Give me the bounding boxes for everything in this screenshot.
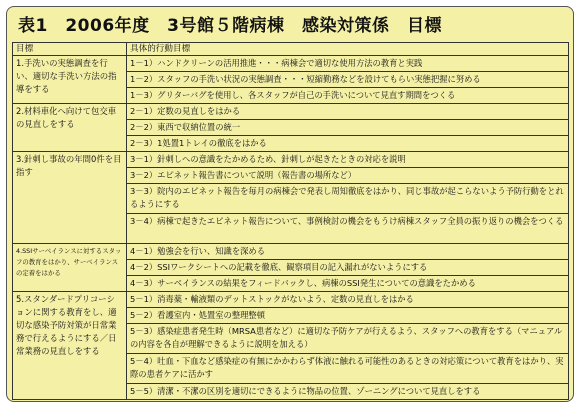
header-row (13, 43, 569, 56)
table-row (13, 292, 569, 308)
goal-cell-4: 4.SSIサーベイランスに対するスタッフの教育をはかり、サーベイランスの定着をはかる (13, 244, 127, 292)
action-cell: 4－1）勉強会を行い、知識を深める (127, 244, 569, 260)
document-title: 表1 2006年度 3号館５階病棟 感染対策係 目標 (18, 16, 442, 36)
goals-table (12, 42, 569, 400)
action-cell: 3－2）エピネット報告書について説明（報告書の場所など） (127, 168, 569, 184)
action-cell: 3－3）院内のエピネット報告を毎月の病棟会で発表し周知徹底をはかり、同じ事故が起こらないよう予防行動をとれるようにする (127, 184, 569, 214)
action-cell: 1－1）ハンドクリーンの活用推進・・・病棟会で適切な使用方法の教育と実践 (127, 56, 569, 72)
table-row (13, 104, 569, 120)
action-cell: 5－4）吐血・下血など感染症の有無にかかわらず体液に触れる可能性のあるときの対応策について教育をはかり、実際の患者ケアに活かす (127, 354, 569, 384)
action-cell: 5－2）看護室内・処置室の整理整頓 (127, 308, 569, 324)
header-actions: 具体的行動目標 (127, 43, 569, 56)
action-cell: 3－1）針刺しへの意識をたかめるため、針刺しが起きたときの対応を説明 (127, 152, 569, 168)
action-cell: 5－5）清潔・不潔の区別を適切にできるように物品の位置、ゾーニングについて見直しをする (127, 384, 569, 400)
action-cell: 5－1）消毒薬・輸液類のデットストックがないよう、定数の見直しをはかる (127, 292, 569, 308)
action-cell: 2－3）1処置1トレイの徹底をはかる (127, 136, 569, 152)
action-cell: 3－4）病棟で起きたエピネット報告について、事例検討の機会をもうけ病棟スタッフ全員の振り返りの機会をつくる (127, 214, 569, 244)
action-cell: 4－2）SSIワークシートへの記載を徹底、観察項目の記入漏れがないようにする (127, 260, 569, 276)
table-row (13, 56, 569, 72)
action-cell: 4－3）サーベイランスの結果をフィードバックし、病棟のSSI発生についての意識をたかめる (127, 276, 569, 292)
table-row (13, 244, 569, 260)
header-goal: 目標 (13, 43, 127, 56)
action-cell: 5－3）感染症患者発生時（MRSA患者など）に適切な予防ケアが行えるよう、スタッフへの教育をする（マニュアルの内容を各自が理解できるように説明を加える） (127, 324, 569, 354)
goal-cell-2: 2.材料車化へ向けて包交車の見直しをする (13, 104, 127, 152)
goal-cell-3: 3.針刺し事故の年間0件を目指す (13, 152, 127, 244)
goal-cell-5: 5.スタンダードプリコーションに関する教育をし、適切な感染予防対策が日常業務で行えるようにする／日常業務の見直しをする (13, 292, 127, 400)
action-cell: 2－2）東西で収納位置の統一 (127, 120, 569, 136)
table-row (13, 152, 569, 168)
action-cell: 2－1）定数の見直しをはかる (127, 104, 569, 120)
action-cell: 1－3）グリターバグを使用し、各スタッフが自己の手洗いについて見直す期間をつくる (127, 88, 569, 104)
action-cell: 1－2）スタッフの手洗い状況の実態調査・・・短縮勤務などを設けてもらい実態把握に努める (127, 72, 569, 88)
goal-cell-1: 1.手洗いの実態調査を行い、適切な手洗い方法の指導をする (13, 56, 127, 104)
